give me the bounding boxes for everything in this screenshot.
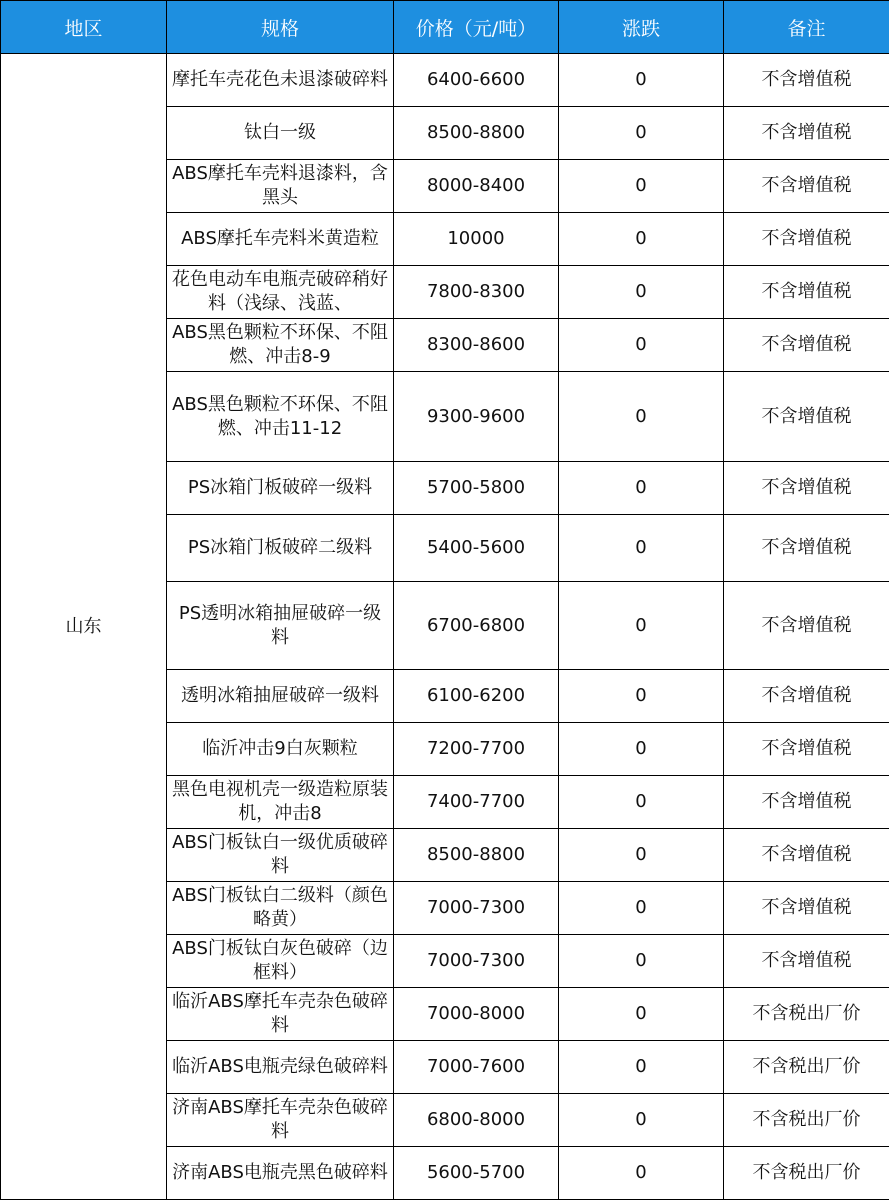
price-cell: 5600-5700 <box>394 1147 559 1200</box>
note-cell: 不含增值税 <box>724 372 889 462</box>
price-cell: 5700-5800 <box>394 462 559 515</box>
header-spec: 规格 <box>167 1 394 54</box>
spec-cell: ABS门板钛白二级料（颜色略黄） <box>167 882 394 935</box>
spec-cell: ABS摩托车壳料退漆料，含黑头 <box>167 160 394 213</box>
note-cell: 不含税出厂价 <box>724 988 889 1041</box>
spec-cell: 摩托车壳花色未退漆破碎料 <box>167 54 394 107</box>
spec-cell: 花色电动车电瓶壳破碎稍好料（浅绿、浅蓝、 <box>167 266 394 319</box>
price-cell: 7000-8000 <box>394 988 559 1041</box>
header-change: 涨跌 <box>559 1 724 54</box>
note-cell: 不含增值税 <box>724 829 889 882</box>
price-cell: 7000-7300 <box>394 935 559 988</box>
note-cell: 不含税出厂价 <box>724 1147 889 1200</box>
spec-cell: 透明冰箱抽屉破碎一级料 <box>167 670 394 723</box>
spec-cell: ABS门板钛白一级优质破碎料 <box>167 829 394 882</box>
note-cell: 不含税出厂价 <box>724 1041 889 1094</box>
price-cell: 8300-8600 <box>394 319 559 372</box>
header-price: 价格（元/吨） <box>394 1 559 54</box>
note-cell: 不含增值税 <box>724 670 889 723</box>
note-cell: 不含增值税 <box>724 107 889 160</box>
note-cell: 不含增值税 <box>724 213 889 266</box>
price-cell: 5400-5600 <box>394 515 559 582</box>
note-cell: 不含增值税 <box>724 462 889 515</box>
note-cell: 不含增值税 <box>724 582 889 670</box>
header-region: 地区 <box>1 1 167 54</box>
change-cell: 0 <box>559 988 724 1041</box>
note-cell: 不含增值税 <box>724 935 889 988</box>
spec-cell: 钛白一级 <box>167 107 394 160</box>
change-cell: 0 <box>559 1041 724 1094</box>
change-cell: 0 <box>559 829 724 882</box>
change-cell: 0 <box>559 1147 724 1200</box>
spec-cell: ABS摩托车壳料米黄造粒 <box>167 213 394 266</box>
price-cell: 7200-7700 <box>394 723 559 776</box>
price-cell: 8500-8800 <box>394 829 559 882</box>
change-cell: 0 <box>559 372 724 462</box>
price-cell: 6700-6800 <box>394 582 559 670</box>
change-cell: 0 <box>559 160 724 213</box>
change-cell: 0 <box>559 107 724 160</box>
change-cell: 0 <box>559 723 724 776</box>
change-cell: 0 <box>559 515 724 582</box>
price-cell: 7000-7300 <box>394 882 559 935</box>
spec-cell: PS冰箱门板破碎二级料 <box>167 515 394 582</box>
price-cell: 6100-6200 <box>394 670 559 723</box>
price-cell: 8000-8400 <box>394 160 559 213</box>
change-cell: 0 <box>559 882 724 935</box>
spec-cell: 临沂冲击9白灰颗粒 <box>167 723 394 776</box>
price-cell: 10000 <box>394 213 559 266</box>
change-cell: 0 <box>559 776 724 829</box>
change-cell: 0 <box>559 935 724 988</box>
spec-cell: 黑色电视机壳一级造粒原装机，冲击8 <box>167 776 394 829</box>
price-cell: 6400-6600 <box>394 54 559 107</box>
note-cell: 不含增值税 <box>724 515 889 582</box>
note-cell: 不含增值税 <box>724 266 889 319</box>
note-cell: 不含增值税 <box>724 882 889 935</box>
price-cell: 7400-7700 <box>394 776 559 829</box>
note-cell: 不含税出厂价 <box>724 1094 889 1147</box>
price-cell: 7000-7600 <box>394 1041 559 1094</box>
spec-cell: ABS黑色颗粒不环保、不阻燃、冲击8-9 <box>167 319 394 372</box>
spec-cell: 济南ABS电瓶壳黑色破碎料 <box>167 1147 394 1200</box>
region-cell: 山东 <box>1 54 167 1200</box>
spec-cell: 临沂ABS摩托车壳杂色破碎料 <box>167 988 394 1041</box>
spec-cell: PS冰箱门板破碎一级料 <box>167 462 394 515</box>
note-cell: 不含增值税 <box>724 54 889 107</box>
header-row <box>1 1 889 54</box>
price-cell: 9300-9600 <box>394 372 559 462</box>
note-cell: 不含增值税 <box>724 160 889 213</box>
spec-cell: 济南ABS摩托车壳杂色破碎料 <box>167 1094 394 1147</box>
note-cell: 不含增值税 <box>724 776 889 829</box>
price-cell: 8500-8800 <box>394 107 559 160</box>
header-note: 备注 <box>724 1 889 54</box>
change-cell: 0 <box>559 266 724 319</box>
spec-cell: ABS门板钛白灰色破碎（边框料） <box>167 935 394 988</box>
spec-cell: 临沂ABS电瓶壳绿色破碎料 <box>167 1041 394 1094</box>
change-cell: 0 <box>559 582 724 670</box>
spec-cell: PS透明冰箱抽屉破碎一级料 <box>167 582 394 670</box>
note-cell: 不含增值税 <box>724 723 889 776</box>
change-cell: 0 <box>559 462 724 515</box>
spec-cell: ABS黑色颗粒不环保、不阻燃、冲击11-12 <box>167 372 394 462</box>
change-cell: 0 <box>559 319 724 372</box>
price-cell: 7800-8300 <box>394 266 559 319</box>
table-row <box>1 54 889 107</box>
note-cell: 不含增值税 <box>724 319 889 372</box>
change-cell: 0 <box>559 1094 724 1147</box>
change-cell: 0 <box>559 213 724 266</box>
change-cell: 0 <box>559 54 724 107</box>
price-cell: 6800-8000 <box>394 1094 559 1147</box>
change-cell: 0 <box>559 670 724 723</box>
table-body <box>1 54 889 1200</box>
